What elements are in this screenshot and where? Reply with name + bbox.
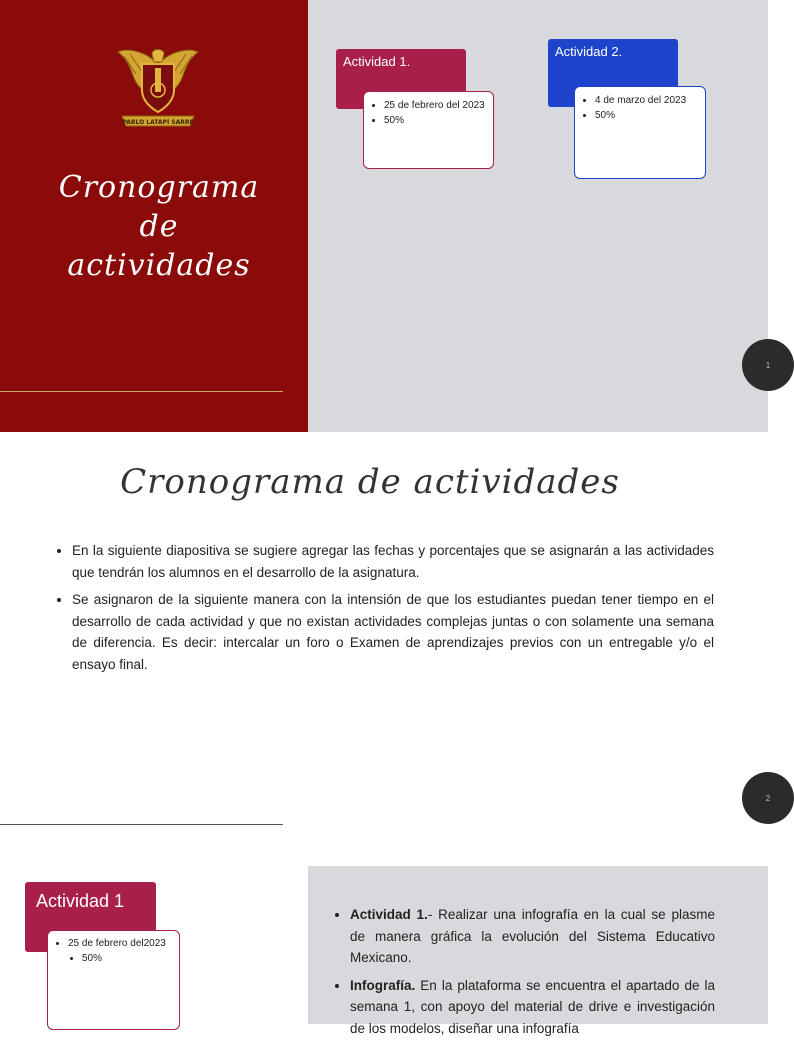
logo-banner-text: PABLO LATAPÍ SARRE	[122, 119, 194, 126]
cover-title-line: Cronograma	[58, 170, 260, 205]
divider-line	[0, 391, 283, 392]
bullet-heading: Infografía.	[350, 977, 416, 993]
activity-2-date: • 4 de marzo del 2023	[595, 95, 699, 107]
activity-description	[332, 904, 715, 1045]
cover-title-line: de	[139, 209, 179, 244]
activity-2-card	[574, 86, 706, 179]
bullet-heading: Actividad 1.	[350, 907, 428, 922]
activity-1-card	[47, 930, 180, 1030]
bullet-text: - Realizar una infografía en la cual se plasme de manera gráfica la evolución del Sistema Educativo Mexicano.	[350, 907, 715, 965]
activity-1-card	[363, 91, 494, 169]
bullet-text: En la plataforma se encuentra el apartado de la semana 1, con apoyo del material de drive e investigación de los modelos, diseñar una infografía	[350, 977, 715, 1036]
bullet-item	[350, 975, 715, 1040]
school-crest-logo	[116, 44, 200, 134]
activity-1-date: • 25 de febrero del2023	[68, 938, 173, 950]
activity-2-percent: • 50%	[595, 110, 699, 122]
activity-2-tab: Actividad 2.	[548, 39, 678, 107]
activity-1-percent: • 50%	[384, 115, 487, 127]
activity-1-tab: Actividad 1	[25, 882, 156, 952]
bullet-item: • Se asignaron de la siguiente manera con la intensión de que los estudiantes puedan tener tiempo en el desarrollo de cada actividad y que no existan actividades complejas juntas o con solamente una semana de diferencia. Es decir: intercalar un foro o Examen de aprendizajes previos con un entregable y/o el ensayo final.	[72, 589, 714, 675]
cover-title-line: actividades	[67, 248, 251, 283]
slide-1	[0, 0, 771, 432]
activity-1-tab: Actividad 1.	[336, 49, 466, 109]
bullet-item	[350, 904, 715, 969]
cover-title	[30, 168, 288, 285]
divider-line	[0, 824, 283, 825]
slide-3	[0, 866, 768, 1036]
slide-2	[0, 432, 768, 866]
page-number-badge[interactable]: 2	[742, 772, 794, 824]
bullet-item: • En la siguiente diapositiva se sugiere agregar las fechas y porcentajes que se asignarán a las actividades que tendrán los alumnos en el desarrollo de la asignatura.	[72, 540, 714, 583]
page-number-badge[interactable]: 1	[742, 339, 794, 391]
slide-body	[54, 540, 714, 681]
slide-title: Cronograma de actividades	[120, 462, 620, 502]
activity-1-percent: • 50%	[82, 953, 173, 965]
title-panel	[0, 0, 308, 432]
activity-1-date: • 25 de febrero del 2023	[384, 100, 487, 112]
